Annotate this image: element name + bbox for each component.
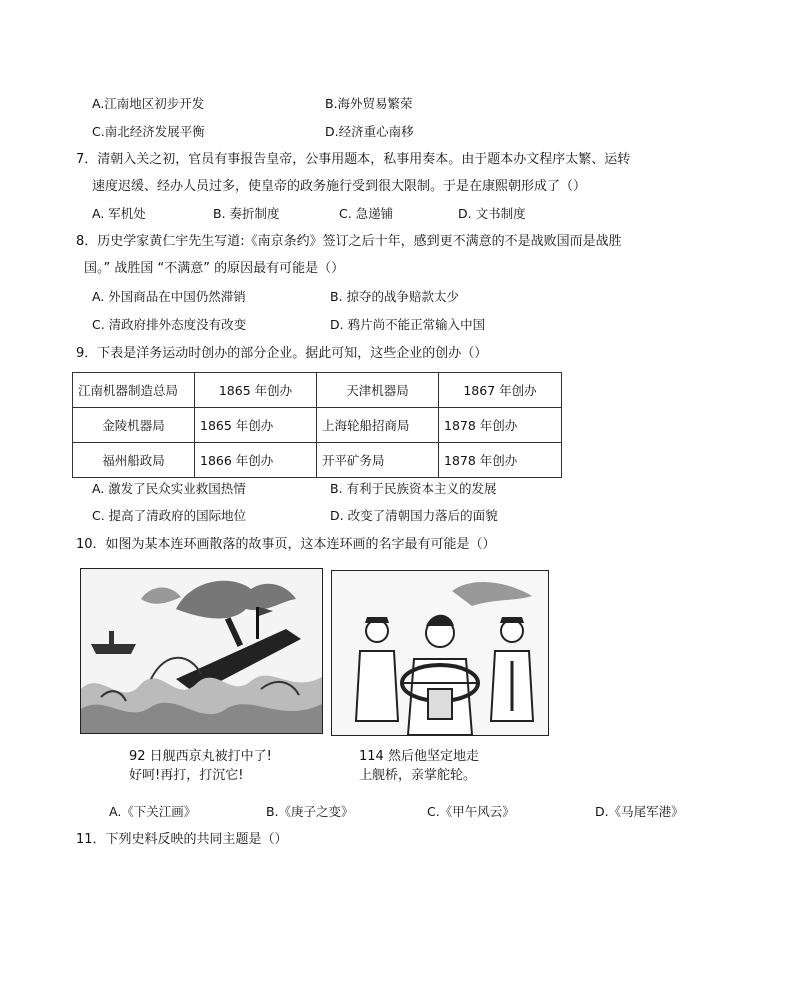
table-cell: 福州船政局 (73, 443, 195, 478)
table-cell: 金陵机器局 (73, 408, 195, 443)
table-cell: 1865 年创办 (195, 373, 317, 408)
caption-right-line2: 上舰桥，亲掌舵轮。 (359, 768, 477, 783)
table-cell: 1878 年创办 (439, 408, 562, 443)
caption-left-line2: 好呵!再打，打沉它! (129, 768, 244, 783)
table-cell: 1866 年创办 (195, 443, 317, 478)
q9-option-b: B. 有利于民族资本主义的发展 (330, 481, 497, 496)
q8-option-b: B. 掠夺的战争赔款太少 (330, 289, 460, 304)
q10-option-b: B.《庚子之变》 (266, 804, 354, 819)
q7-option-b: B. 奏折制度 (213, 206, 280, 221)
caption-right-line1: 114 然后他坚定地走 (359, 749, 479, 764)
q10-option-a: A.《下关江画》 (109, 804, 197, 819)
q10-stem: 10．如图为某本连环画散落的故事页，这本连环画的名字最有可能是（） (76, 537, 496, 552)
q9-option-d: D. 改变了清朝国力落后的面貌 (330, 508, 498, 523)
table-cell: 上海轮船招商局 (317, 408, 439, 443)
table-row (73, 373, 562, 408)
q6-option-a: A.江南地区初步开发 (92, 96, 205, 111)
q7-stem-line2: 速度迟缓、经办人员过多，使皇帝的政务施行受到很大限制。于是在康熙朝形成了（） (92, 179, 587, 194)
q6-option-d: D.经济重心南移 (325, 124, 414, 139)
q8-option-c: C. 清政府排外态度没有改变 (92, 317, 247, 332)
table-cell: 1865 年创办 (195, 408, 317, 443)
q7-option-c: C. 急递铺 (339, 206, 394, 221)
warship-battle-illustration (81, 569, 322, 733)
table-row (73, 408, 562, 443)
caption-left-line1: 92 日舰西京丸被打中了! (129, 749, 272, 764)
table-cell: 江南机器制造总局 (73, 373, 195, 408)
q8-stem-line2: 国。” 战胜国 “不满意” 的原因最有可能是（） (84, 261, 345, 276)
q9-stem: 9．下表是洋务运动时创办的部分企业。据此可知，这些企业的创办（） (76, 346, 488, 361)
q8-stem-line1: 8．历史学家黄仁宇先生写道:《南京条约》签订之后十年，感到更不满意的不是战败国而是战胜 (76, 234, 622, 249)
table-cell: 天津机器局 (317, 373, 439, 408)
table-cell: 开平矿务局 (317, 443, 439, 478)
q8-option-a: A. 外国商品在中国仍然滞销 (92, 289, 246, 304)
comic-panel-helm (331, 570, 549, 736)
q9-option-c: C. 提高了清政府的国际地位 (92, 508, 247, 523)
table-cell: 1867 年创办 (439, 373, 562, 408)
q6-option-c: C.南北经济发展平衡 (92, 124, 205, 139)
q7-option-d: D. 文书制度 (458, 206, 526, 221)
q7-stem-line1: 7．清朝入关之初，官员有事报告皇帝，公事用题本，私事用奏本。由于题本办文程序太繁、运转 (76, 152, 631, 167)
comic-panel-battleship (80, 568, 323, 734)
q9-option-a: A. 激发了民众实业救国热情 (92, 481, 246, 496)
q10-option-c: C.《甲午风云》 (427, 804, 515, 819)
q6-option-b: B.海外贸易繁荣 (325, 96, 413, 111)
q11-stem: 11．下列史料反映的共同主题是（） (76, 832, 288, 847)
table-cell: 1878 年创办 (439, 443, 562, 478)
table-row (73, 443, 562, 478)
q10-option-d: D.《马尾军港》 (595, 804, 684, 819)
q7-option-a: A. 军机处 (92, 206, 146, 221)
enterprise-table (72, 372, 562, 478)
q8-option-d: D. 鸦片尚不能正常输入中国 (330, 317, 486, 332)
captain-at-helm-illustration (332, 571, 548, 735)
